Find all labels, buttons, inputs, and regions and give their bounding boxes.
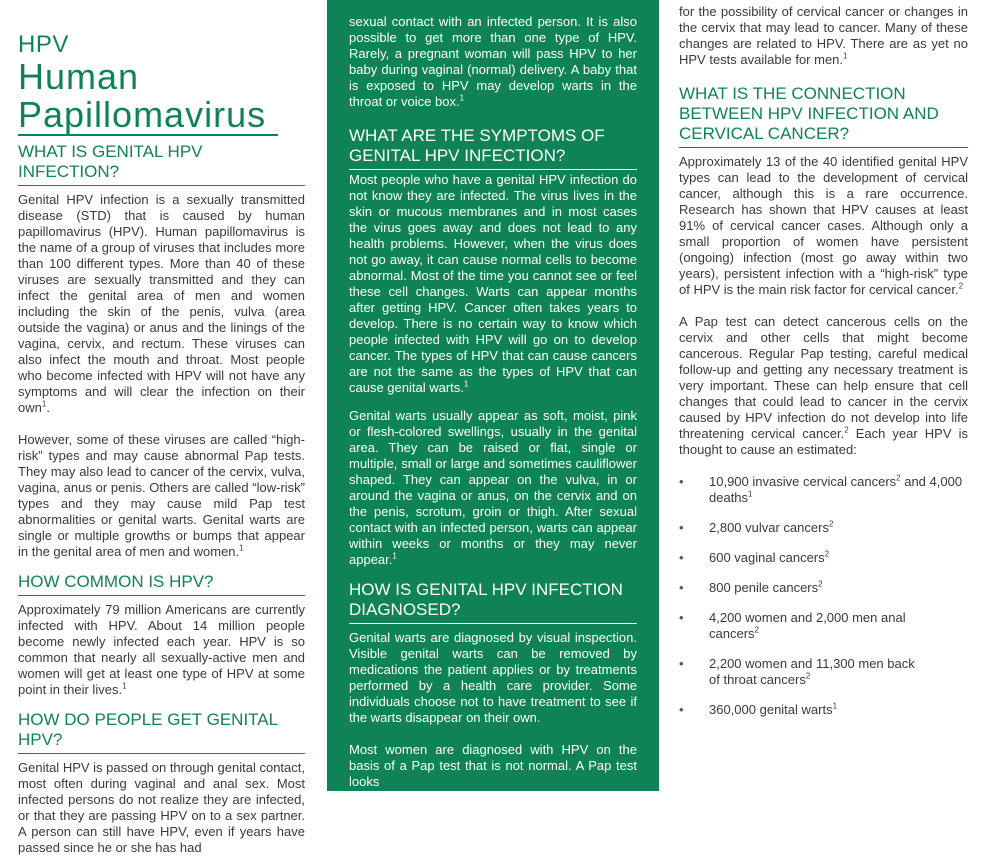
footnote-ref: 1 xyxy=(463,379,469,389)
paragraph-continued: sexual contact with an infected person. It is also possible to get more than one type of HPV. Rarely, a pregnant woman will pass HPV to her baby during vaginal (normal) delivery. A baby that is exposed to HPV may develop warts in the throat or voice box.$^1$ xyxy=(349,14,637,109)
title-human-papillomavirus xyxy=(18,58,278,136)
footnote-ref: 1 xyxy=(392,551,397,561)
paragraph-how-common: Approximately 79 million Americans are currently infected with HPV. About 14 million people become newly infected each year. HPV is so common that nearly all sexually-active men and women will get at least one type of HPV at some point in their lives.$^1$ xyxy=(18,602,305,697)
footnote-ref: 1 xyxy=(239,543,244,553)
list-item: • 800 penile cancers$^2$ xyxy=(679,580,968,596)
column-left xyxy=(0,0,327,855)
list-item: • 4,200 women and 2,000 men anal cancers$^2$ xyxy=(679,610,968,642)
list-item: • 10,900 invasive cervical cancers$^2$ and 4,000 deaths$^1$ xyxy=(679,474,968,506)
estimates-list xyxy=(679,474,968,718)
title-line-1: Human xyxy=(18,56,140,97)
paragraph-what-is-hpv-1: Genital HPV infection is a sexually transmitted disease (STD) that is caused by human papillomavirus (HPV). Human papillomavirus is the name of a group of viruses that includes more than 100 different types. More than 40 of these viruses are sexually transmitted and they can infect the genital area of men and women including the skin of the penis, vulva (area outside the vagina) or anus and the linings of the vagina, cervix, and rectum. These viruses can also infect the mouth and throat. Most people who become infected with HPV will not have any symptoms and will clear the infection on their own$^1$. xyxy=(18,192,305,415)
heading-how-common: HOW COMMON IS HPV? xyxy=(18,572,305,596)
footnote-ref: 1 xyxy=(122,681,127,691)
paragraph-diagnosed-2: Most women are diagnosed with HPV on the basis of a Pap test that is not normal. A Pap test looks xyxy=(349,742,637,789)
column-right xyxy=(659,0,1000,791)
heading-what-is-genital-hpv: WHAT IS GENITAL HPV INFECTION? xyxy=(18,142,305,186)
paragraph-how-people-get-hpv: Genital HPV is passed on through genital contact, most often during vaginal and anal sex. Most infected persons do not realize they are infected, or that they are passing HPV on to a sex partner. A person can still have HPV, even if years have passed since he or she has had xyxy=(18,760,305,855)
heading-connection-cervical-cancer: WHAT IS THE CONNECTION BETWEEN HPV INFECTION AND CERVICAL CANCER? xyxy=(679,84,968,148)
heading-diagnosed: HOW IS GENITAL HPV INFECTION DIAGNOSED? xyxy=(349,580,637,624)
list-item: • 2,200 women and 11,300 men back of throat cancers$^2$ xyxy=(679,656,968,688)
title-hpv: HPV xyxy=(18,31,69,58)
heading-how-people-get-hpv: HOW DO PEOPLE GET GENITAL HPV? xyxy=(18,710,305,754)
paragraph-continued-right: for the possibility of cervical cancer or changes in the cervix that may lead to cancer. Many of these changes are related to HPV. There are as yet no HPV tests available for men.$^1$ xyxy=(679,4,968,67)
paragraph-connection-2: A Pap test can detect cancerous cells on the cervix and other cells that might become cancerous. Regular Pap testing, careful medical follow-up and getting any necessary treatment is very important. These can help ensure that cell changes that could lead to cancer in the cervix caused by HPV infection do not develop into life threatening cervical cancer.$^2$ Each year HPV is thought to cause an estimated: xyxy=(679,314,968,457)
list-item: • 2,800 vulvar cancers$^2$ xyxy=(679,520,968,536)
paragraph-symptoms-1: Most people who have a genital HPV infection do not know they are infected. The virus lives in the skin or mucous membranes and in most cases the virus goes away and does not lead to any health problems. However, when the virus does not go away, it can cause normal cells to become abnormal. Most of the time you cannot see or feel these cell changes. Warts can appear months after getting HPV. Cancer often takes years to develop. There is no certain way to know which people infected with HPV will go on to develop cancer. The types of HPV that can cause cancers are not the same as the types of HPV that can cause genital warts.$^1$ xyxy=(349,172,637,395)
paragraph-what-is-hpv-2: However, some of these viruses are called “high-risk” types and may cause abnormal Pap tests. They may also lead to cancer of the cervix, vulva, vagina, anus or penis. Others are called “low-risk” types and they may cause mild Pap test abnormalities or genital warts. Genital warts are single or multiple growths or bumps that appear in the genital area of men and women.$^1$ xyxy=(18,432,305,559)
paragraph-symptoms-2: Genital warts usually appear as soft, moist, pink or flesh-colored swellings, usually in the genital area. They can be raised or flat, single or multiple, small or large and sometimes cauliflower shaped. They can appear on the vulva, in or around the vagina or anus, on the cervix and on the penis, scrotum, groin or thigh. After sexual contact with an infected person, warts can appear within weeks or months or they may never appear.$^1$ xyxy=(349,408,637,567)
heading-symptoms: WHAT ARE THE SYMPTOMS OF GENITAL HPV INFECTION? xyxy=(349,126,637,170)
title-line-2: Papillomavirus xyxy=(18,94,267,135)
footnote-ref: 2 xyxy=(958,281,964,291)
list-item: • 360,000 genital warts$^1$ xyxy=(679,702,968,718)
column-middle xyxy=(327,0,659,791)
footnote-ref: 1 xyxy=(843,51,848,61)
footnote-ref: 1 xyxy=(41,399,47,409)
footnote-ref: 2 xyxy=(844,425,849,435)
footnote-ref: 1 xyxy=(459,93,465,103)
paragraph-diagnosed-1: Genital warts are diagnosed by visual inspection. Visible genital warts can be removed by medications the patient applies or by treatments performed by a health care provider. Some individuals choose not to have treatment to see if the warts disappear on their own. xyxy=(349,630,637,725)
list-item: • 600 vaginal cancers$^2$ xyxy=(679,550,968,566)
paragraph-connection-1: Approximately 13 of the 40 identified genital HPV types can lead to the development of cervical cancer, although this is a rare occurrence. Research has shown that HPV causes at least 91% of cervical cancer cases. Although only a small proportion of women have persistent (ongoing) infection (most go away within two years), persistent infection with a “high-risk” type of HPV is the main risk factor for cervical cancer.$^2$ xyxy=(679,154,968,297)
